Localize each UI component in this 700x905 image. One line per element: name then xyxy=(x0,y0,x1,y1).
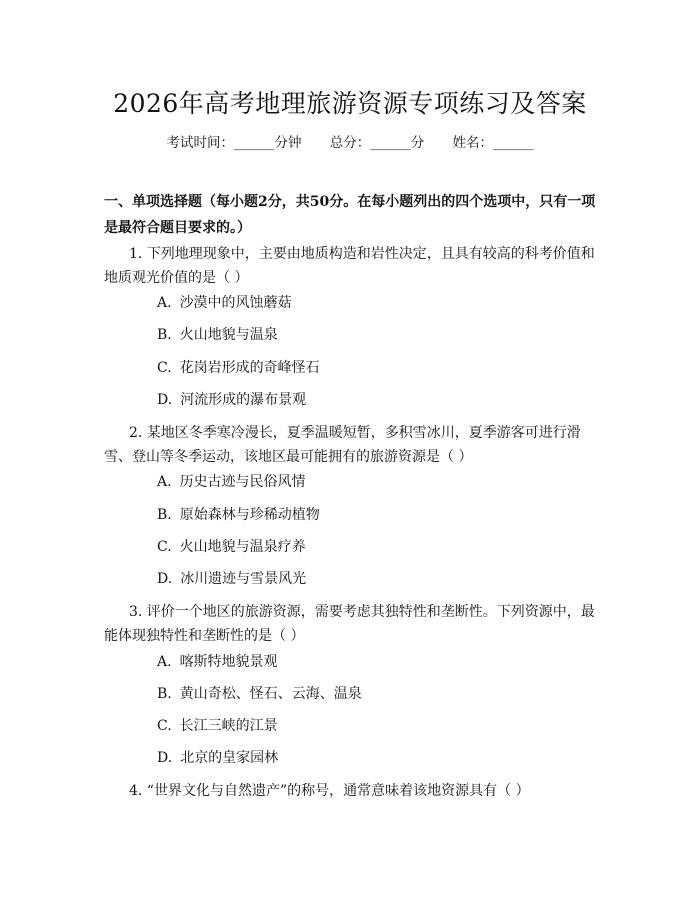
question-3-option-a xyxy=(157,652,278,672)
question-3: 3. 评价一个地区的旅游资源，需要考虑其独特性和垄断性。下列资源中，最能体现独特性和垄断性的是（ ） xyxy=(104,604,595,644)
document-title: 2026年高考地理旅游资源专项练习及答案 xyxy=(113,89,587,118)
option-text: 沙漠中的风蚀蘑菇 xyxy=(179,295,292,311)
option-text: 花岗岩形成的奇峰怪石 xyxy=(179,360,320,376)
total-score-field: 总分：______分 xyxy=(329,135,425,151)
option-letter: D. xyxy=(157,571,173,587)
question-2-option-d xyxy=(157,569,306,589)
question-3-option-d xyxy=(157,748,278,768)
option-text: 长江三峡的江景 xyxy=(179,718,278,734)
question-1-option-c xyxy=(157,358,320,378)
student-name-field: 姓名：______ xyxy=(452,135,534,151)
question-2-option-c xyxy=(157,537,306,557)
option-text: 历史古迹与民俗风情 xyxy=(179,474,306,490)
question-2: 2. 某地区冬季寒冷漫长，夏季温暖短暂，多积雪冰川，夏季游客可进行滑雪、登山等冬季运动，该地区最可能拥有的旅游资源是（ ） xyxy=(104,425,581,465)
question-2-option-a xyxy=(157,472,306,492)
option-text: 河流形成的瀑布景观 xyxy=(180,392,307,408)
question-4: 4. “世界文化与自然遗产”的称号，通常意味着该地资源具有（ ） xyxy=(129,783,530,799)
option-letter: B. xyxy=(157,327,172,343)
option-letter: B. xyxy=(157,686,172,702)
question-2-option-b xyxy=(157,505,320,525)
option-text: 火山地貌与温泉疗养 xyxy=(179,539,306,555)
option-letter: B. xyxy=(157,507,172,523)
option-letter: A. xyxy=(157,474,172,490)
option-text: 火山地貌与温泉 xyxy=(179,327,278,343)
option-text: 喀斯特地貌景观 xyxy=(179,654,278,670)
option-text: 北京的皇家园林 xyxy=(180,750,279,766)
question-1-option-b xyxy=(157,325,278,345)
option-text: 冰川遗迹与雪景风光 xyxy=(180,571,307,587)
exam-time-field: 考试时间：______分钟 xyxy=(166,135,302,151)
section-heading: 一、单项选择题（每小题2分，共50分。在每小题列出的四个选项中，只有一项是最符合题目要求的。） xyxy=(104,194,596,236)
option-letter: C. xyxy=(157,360,172,376)
option-letter: C. xyxy=(157,718,172,734)
option-text: 黄山奇松、怪石、云海、温泉 xyxy=(179,686,362,702)
question-1: 1. 下列地理现象中，主要由地质构造和岩性决定，且具有较高的科考价值和地质观光价值的是（ ） xyxy=(104,246,595,286)
question-3-option-c xyxy=(157,716,278,736)
question-3-option-b xyxy=(157,684,362,704)
question-1-option-d xyxy=(157,390,306,410)
question-1-option-a xyxy=(157,293,292,313)
option-letter: D. xyxy=(157,392,173,408)
option-letter: A. xyxy=(157,295,172,311)
option-text: 原始森林与珍稀动植物 xyxy=(179,507,320,523)
option-letter: A. xyxy=(157,654,172,670)
exam-meta-line xyxy=(0,131,700,151)
option-letter: C. xyxy=(157,539,172,555)
option-letter: D. xyxy=(157,750,173,766)
